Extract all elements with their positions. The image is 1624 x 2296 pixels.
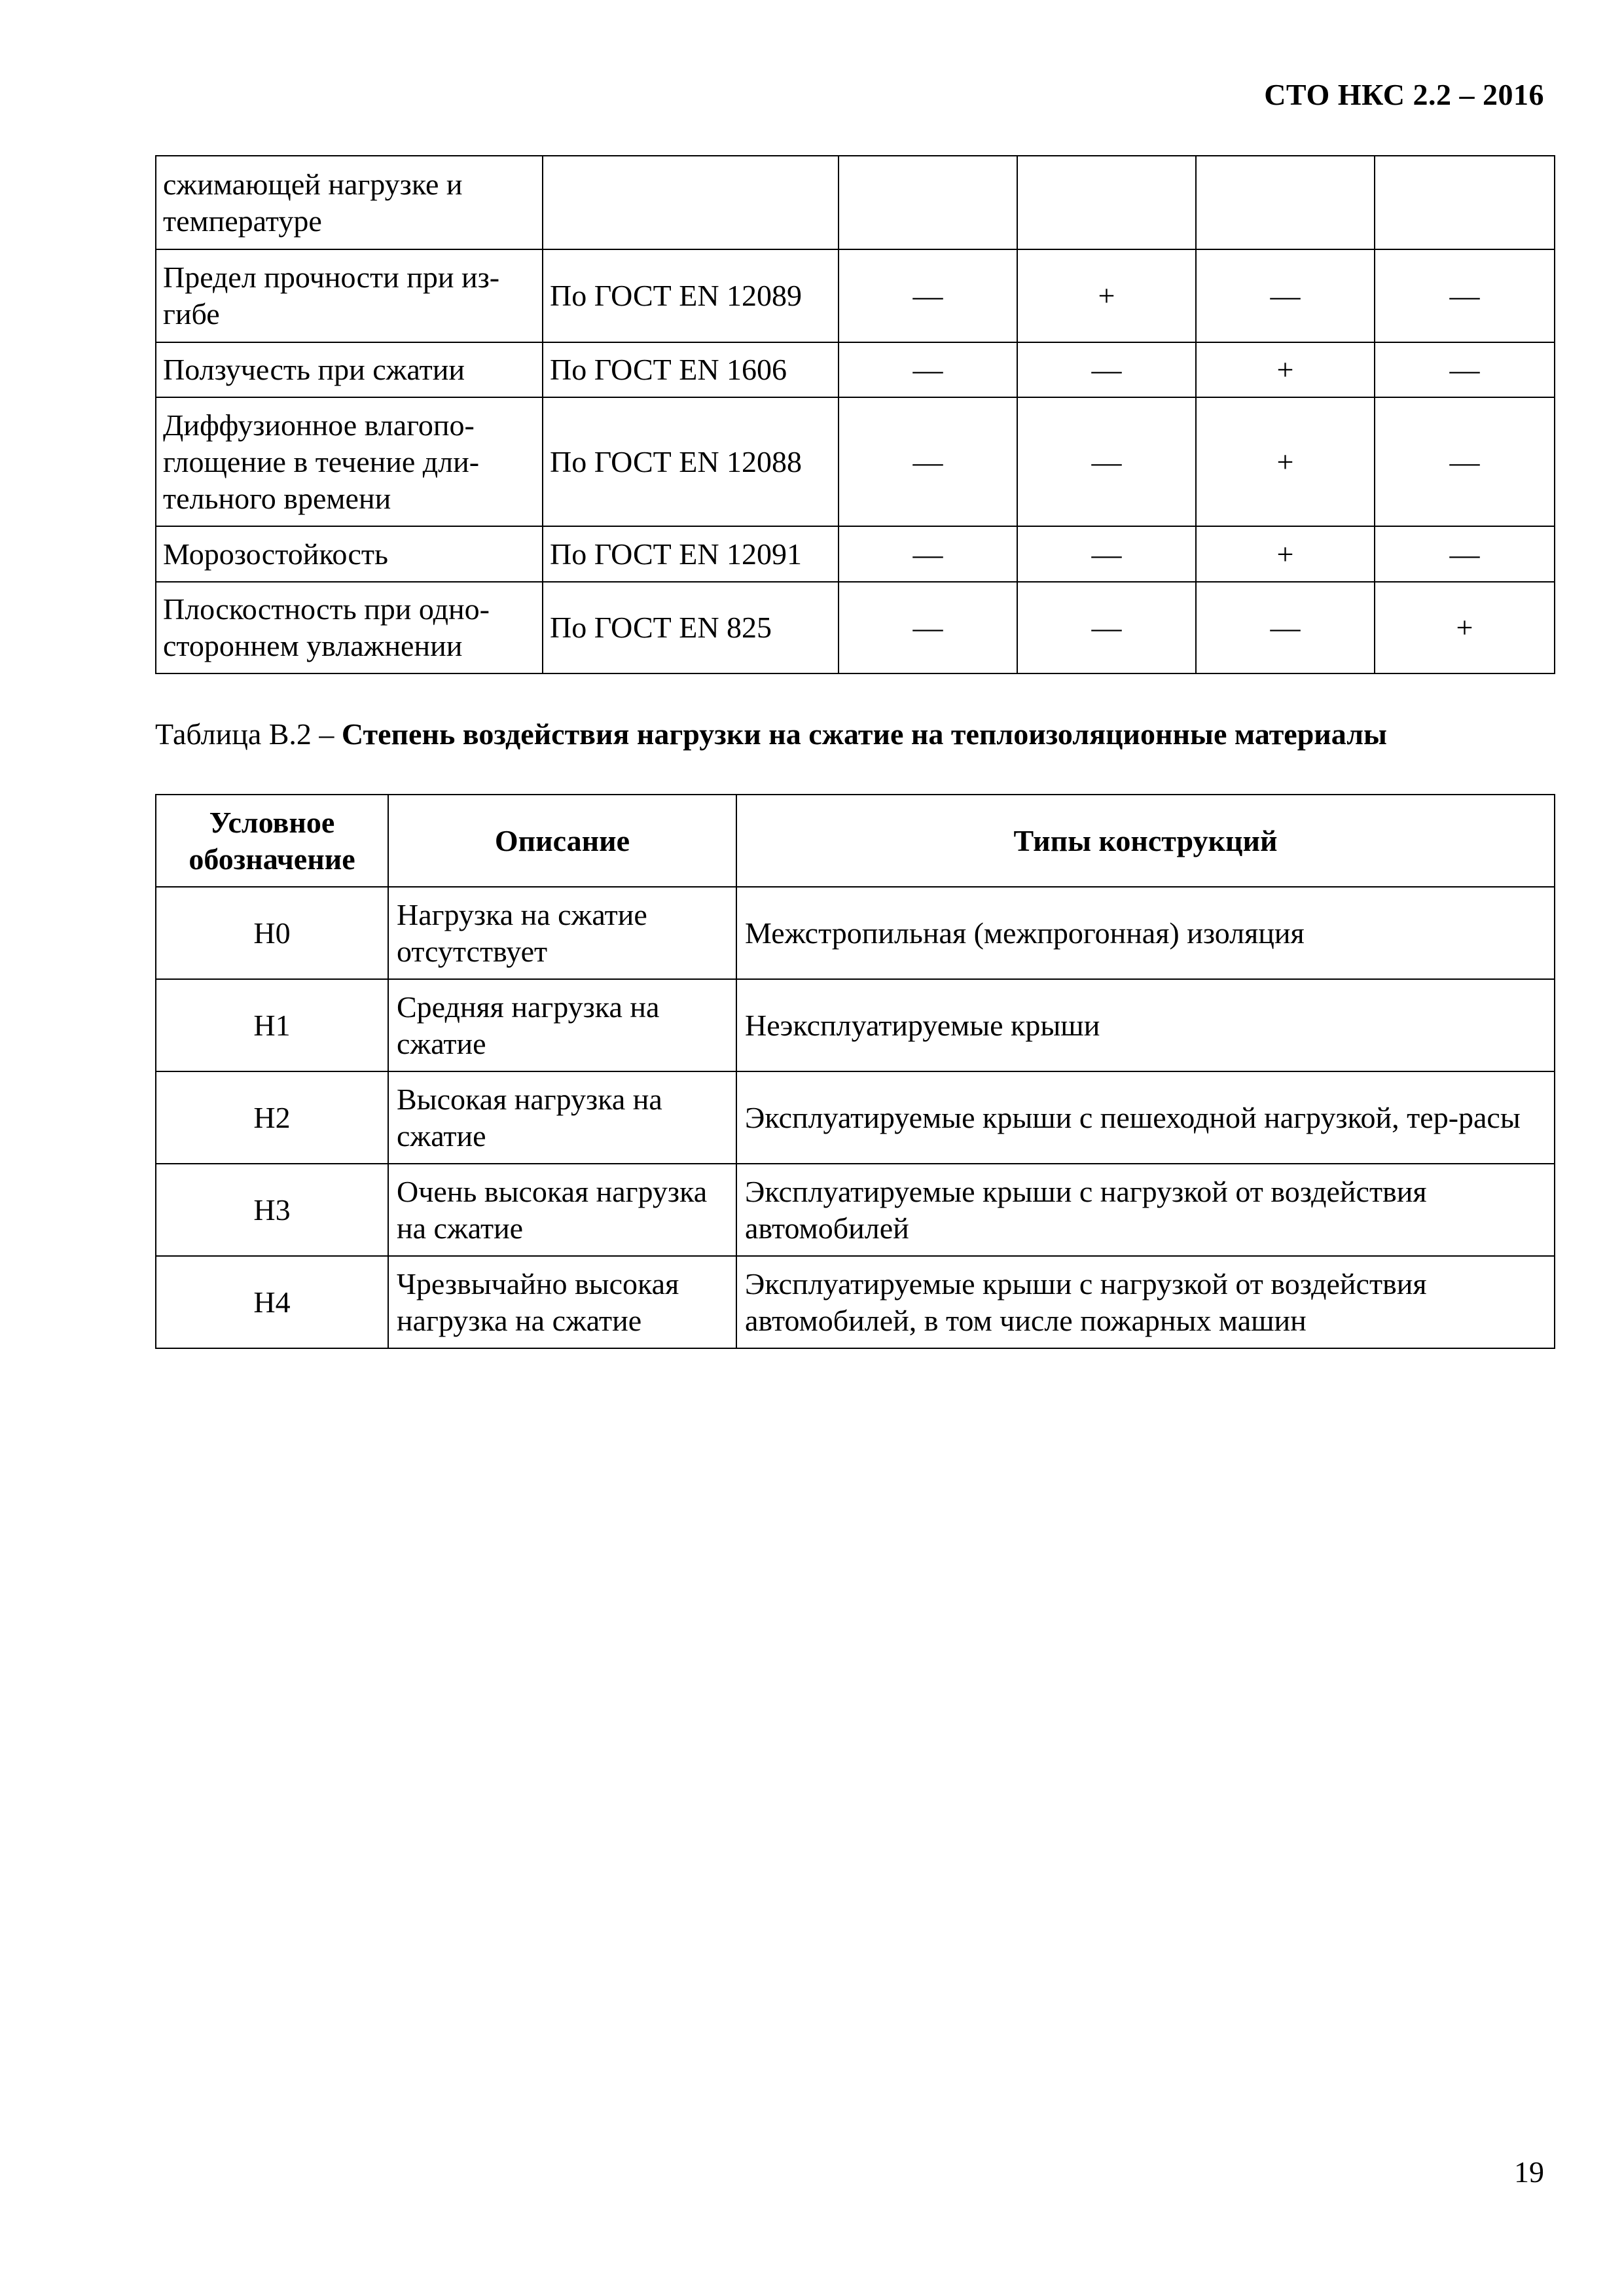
code-cell: H0 — [156, 887, 388, 979]
table-row — [156, 1071, 1555, 1164]
method-cell: По ГОСТ EN 12091 — [543, 526, 839, 582]
property-cell: Ползучесть при сжатии — [156, 342, 543, 397]
property-cell: Предел прочности при из-гибе — [156, 249, 543, 342]
description-cell: Высокая нагрузка на сжатие — [388, 1071, 736, 1164]
mark-cell: — — [839, 526, 1017, 582]
caption-title: Степень воздействия нагрузки на сжатие на теплоизоляционные материалы — [341, 717, 1387, 751]
mark-cell: + — [1017, 249, 1196, 342]
table-row — [156, 156, 1555, 249]
types-cell: Эксплуатируемые крыши с нагрузкой от воздействия автомобилей — [736, 1164, 1555, 1256]
description-cell: Нагрузка на сжатие отсутствует — [388, 887, 736, 979]
mark-cell: — — [1017, 397, 1196, 526]
method-cell: По ГОСТ EN 12088 — [543, 397, 839, 526]
properties-table-continued — [155, 155, 1555, 674]
code-cell: H3 — [156, 1164, 388, 1256]
mark-cell: + — [1375, 582, 1555, 673]
types-cell: Эксплуатируемые крыши с нагрузкой от воздействия автомобилей, в том числе пожарных машин — [736, 1256, 1555, 1348]
mark-cell: — — [1375, 526, 1555, 582]
types-cell: Эксплуатируемые крыши с пешеходной нагрузкой, тер-расы — [736, 1071, 1555, 1164]
types-cell: Неэксплуатируемые крыши — [736, 979, 1555, 1071]
mark-cell: — — [1017, 526, 1196, 582]
mark-cell: — — [839, 582, 1017, 673]
table-row — [156, 249, 1555, 342]
load-classes-table — [155, 794, 1555, 1349]
table-row — [156, 397, 1555, 526]
mark-cell — [1017, 156, 1196, 249]
description-cell: Чрезвычайно высокая нагрузка на сжатие — [388, 1256, 736, 1348]
table-row — [156, 979, 1555, 1071]
table-row — [156, 1256, 1555, 1348]
table-row — [156, 887, 1555, 979]
caption-prefix: Таблица В.2 – — [155, 717, 342, 751]
table-row — [156, 582, 1555, 673]
column-header: Условное обозначение — [156, 795, 388, 887]
description-cell: Очень высокая нагрузка на сжатие — [388, 1164, 736, 1256]
code-cell: H2 — [156, 1071, 388, 1164]
mark-cell: + — [1196, 526, 1375, 582]
mark-cell: — — [1017, 582, 1196, 673]
mark-cell: — — [839, 397, 1017, 526]
mark-cell: — — [1196, 249, 1375, 342]
column-header: Типы конструкций — [736, 795, 1555, 887]
mark-cell: — — [1375, 342, 1555, 397]
table-row — [156, 342, 1555, 397]
mark-cell: — — [839, 342, 1017, 397]
method-cell: По ГОСТ EN 1606 — [543, 342, 839, 397]
property-cell: Плоскостность при одно-стороннем увлажнении — [156, 582, 543, 673]
mark-cell: — — [1375, 249, 1555, 342]
code-cell: H1 — [156, 979, 388, 1071]
column-header: Описание — [388, 795, 736, 887]
page-number: 19 — [1514, 2155, 1544, 2189]
mark-cell: — — [1196, 582, 1375, 673]
table-caption — [155, 717, 1387, 751]
mark-cell — [839, 156, 1017, 249]
mark-cell — [1375, 156, 1555, 249]
method-cell: По ГОСТ EN 12089 — [543, 249, 839, 342]
property-cell: Диффузионное влагопо-глощение в течение дли-тельного времени — [156, 397, 543, 526]
property-cell: Морозостойкость — [156, 526, 543, 582]
mark-cell: — — [839, 249, 1017, 342]
mark-cell: — — [1375, 397, 1555, 526]
mark-cell: + — [1196, 397, 1375, 526]
mark-cell: + — [1196, 342, 1375, 397]
table-row — [156, 526, 1555, 582]
mark-cell: — — [1017, 342, 1196, 397]
method-cell — [543, 156, 839, 249]
property-cell: сжимающей нагрузке и температуре — [156, 156, 543, 249]
description-cell: Средняя нагрузка на сжатие — [388, 979, 736, 1071]
method-cell: По ГОСТ EN 825 — [543, 582, 839, 673]
mark-cell — [1196, 156, 1375, 249]
table-row — [156, 1164, 1555, 1256]
header-row — [156, 795, 1555, 887]
code-cell: H4 — [156, 1256, 388, 1348]
document-code: СТО НКС 2.2 – 2016 — [1264, 78, 1544, 111]
types-cell: Межстропильная (межпрогонная) изоляция — [736, 887, 1555, 979]
